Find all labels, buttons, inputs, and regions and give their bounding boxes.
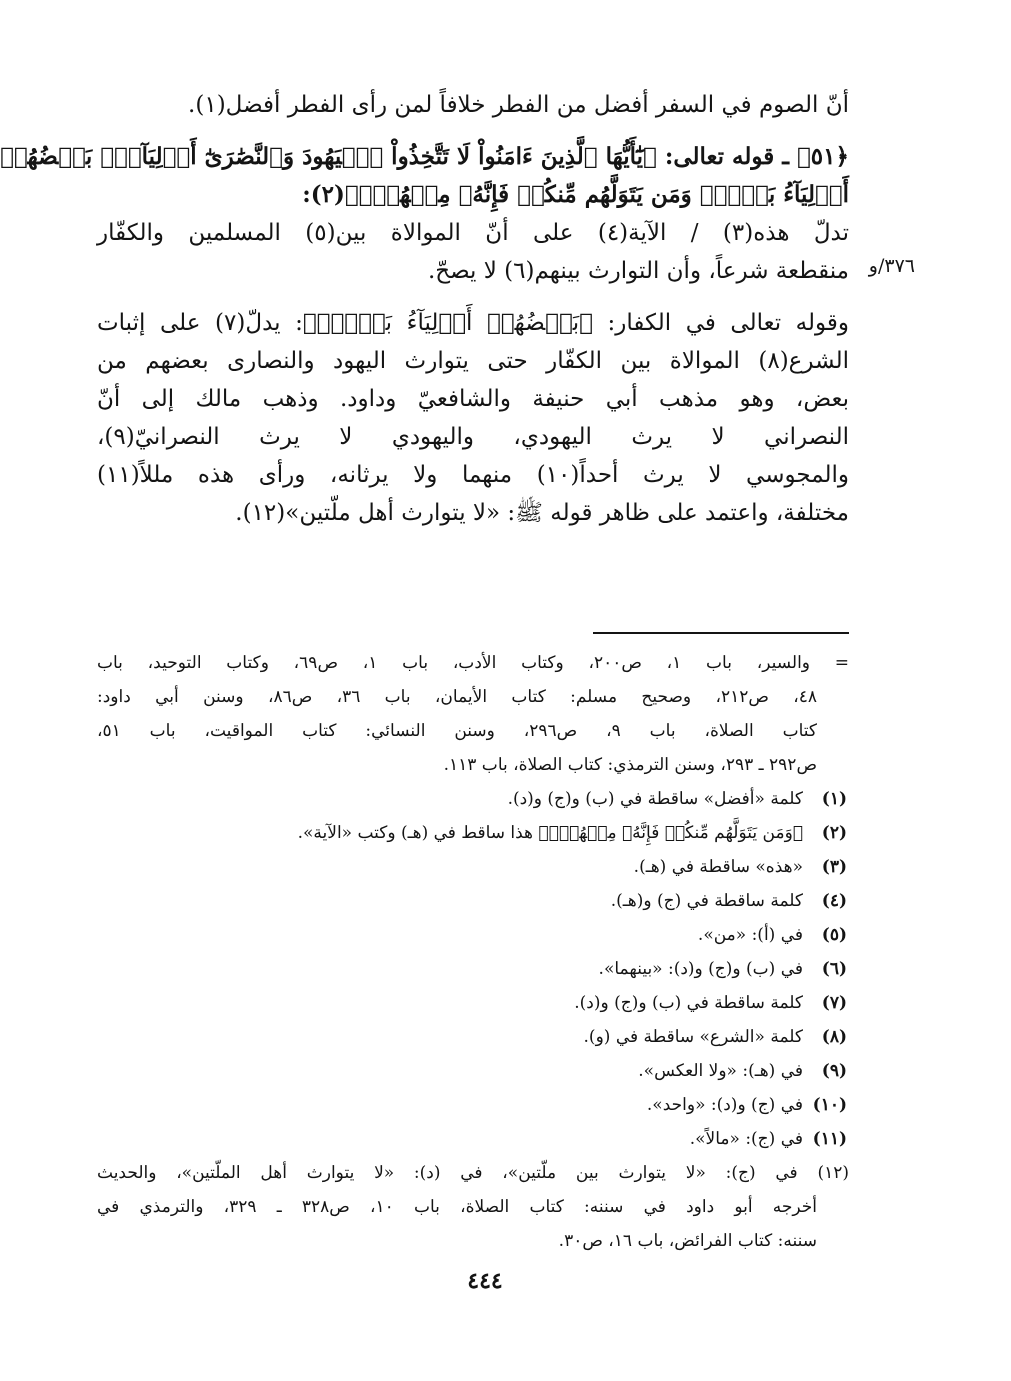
text-line: بعض، وهو مذهب أبي حنيفة والشافعيّ وداود. وذهب مالك إلى أنّ [97,386,849,412]
footnote-continuation-line: ص٢٩٢ ـ ٢٩٣، وسنن الترمذي: كتاب الصلاة، باب ١١٣. [443,755,817,775]
footnote-text: كلمة ساقطة في (ج) و(هـ). [610,891,803,911]
footnote-3 [97,850,849,884]
footnote-number: (١) [821,789,847,809]
footnote-text: كلمة «أفضل» ساقطة في (ب) و(ج) و(د). [507,789,803,809]
text-line: الشرع(٨) الموالاة بين الكفّار حتى يتوارث اليهود والنصارى بعضهم من [97,348,849,374]
footnote-text: في (هـ): «ولا العكس». [638,1061,803,1081]
footnote-text: كلمة «الشرع» ساقطة في (و). [583,1027,803,1047]
footnote-text: في (ب) و(ج) و(د): «بينهما». [598,959,803,979]
footnote-number: (٥) [821,925,847,945]
text-line: منقطعة شرعاً، وأن التوارث بينهم(٦) لا يصحّ. [427,258,849,284]
footnote-7 [97,986,849,1020]
footnote-text: في (أ): «من». [697,925,803,945]
footnote-4 [97,884,849,918]
footnote-separator [593,632,849,634]
footnote-number: (٧) [821,993,847,1013]
text-line: والمجوسي لا يرث أحداً(١٠) منهما ولا يرثانه، ورأى هذه مللاً(١١) [97,462,849,488]
footnote-continuation-line: كتاب الصلاة، باب ٩، ص٢٩٦، وسنن النسائي: كتاب المواقيت، باب ٥١، [97,721,817,741]
footnote-1 [97,782,849,816]
text-line: النصراني لا يرث اليهودي، واليهودي لا يرث النصرانيّ(٩)، [97,424,849,450]
footnote-number: (٤) [821,891,847,911]
footnote-text: في (ج): «مالاً». [689,1129,803,1149]
footnotes [97,646,849,1258]
footnote-10 [97,1088,849,1122]
footnote-number: (٨) [821,1027,847,1047]
text-line: مختلفة، واعتمد على ظاهر قوله ﷺ: «لا يتوارث أهل ملّتين»(١٢). [235,500,849,526]
footnote-8 [97,1020,849,1054]
footnote-continuation-line: = والسير، باب ١، ص٢٠٠، وكتاب الأدب، باب ١، ص٦٩، وكتاب التوحيد، باب [97,653,850,673]
text-line: أنّ الصوم في السفر أفضل من الفطر خلافاً لمن رأى الفطر أفضل(١). [188,92,849,118]
footnote-continuation-line: ٤٨، ص٢١٢، وصحيح مسلم: كتاب الأيمان، باب ٣٦، ص٨٦، وسنن أبي داود: [97,687,817,707]
footnote-number: (٩) [821,1061,847,1081]
main-text [0,86,850,532]
verse-line: أَوۡلِيَآءُ بَعۡضٖۚ وَمَن يَتَوَلَّهُم مِّنكُمۡ فَإِنَّهُۥ مِنۡهُمۡۗ﴾(٢): [302,181,849,208]
manuscript-folio-note: ٣٧٦/و [868,255,915,277]
footnote-2 [97,816,849,850]
footnote-12-line: أخرجه أبو داود في سننه: كتاب الصلاة، باب ١٠، ص٣٢٨ ـ ٣٢٩، والترمذي في [97,1197,817,1217]
footnote-number: (٦) [821,959,847,979]
verse-line: ﴿٥١﴾ ـ قوله تعالى: ﴿يَٰٓأَيُّهَا ٱلَّذِينَ ءَامَنُواْ لَا تَتَّخِذُواْ ٱلۡيَهُودَ وَٱلنَّصَٰرَىٰٓ أَوۡلِيَآءَۘ بَعۡضُهُمۡ [0,143,849,170]
footnote-9 [97,1054,849,1088]
footnote-text: «هذه» ساقطة في (هـ). [633,857,803,877]
footnote-number: (٣) [821,857,847,877]
footnote-text: كلمة ساقطة في (ب) و(ج) و(د). [574,993,803,1013]
footnote-number: (١٠) [812,1095,847,1115]
footnote-12-line: سننه: كتاب الفرائض، باب ١٦، ص٣٠. [558,1231,817,1251]
footnote-text: ﴿وَمَن يَتَوَلَّهُم مِّنكُمۡ فَإِنَّهُۥ مِنۡهُمۡۗ﴾ هذا ساقط في (هـ) وكتب «الآية». [297,823,803,843]
footnote-6 [97,952,849,986]
text-line: وقوله تعالى في الكفار: ﴿بَعۡضُهُمۡ أَوۡلِيَآءُ بَعۡضٖۚ﴾: يدلّ(٧) على إثبات [97,310,850,336]
footnote-5 [97,918,849,952]
page-number: ٤٤٤ [467,1268,503,1294]
footnote-number: (١١) [812,1129,847,1149]
footnote-text: في (ج) و(د): «واحد». [646,1095,803,1115]
text-line: تدلّ هذه(٣) / الآية(٤) على أنّ الموالاة بين(٥) المسلمين والكفّار [97,220,849,246]
footnote-number: (٢) [821,823,847,843]
footnote-12-line: (١٢) في (ج): «لا يتوارث بين ملّتين»، في (د): «لا يتوارث أهل الملّتين»، والحديث [97,1163,849,1183]
footnote-11 [97,1122,849,1156]
